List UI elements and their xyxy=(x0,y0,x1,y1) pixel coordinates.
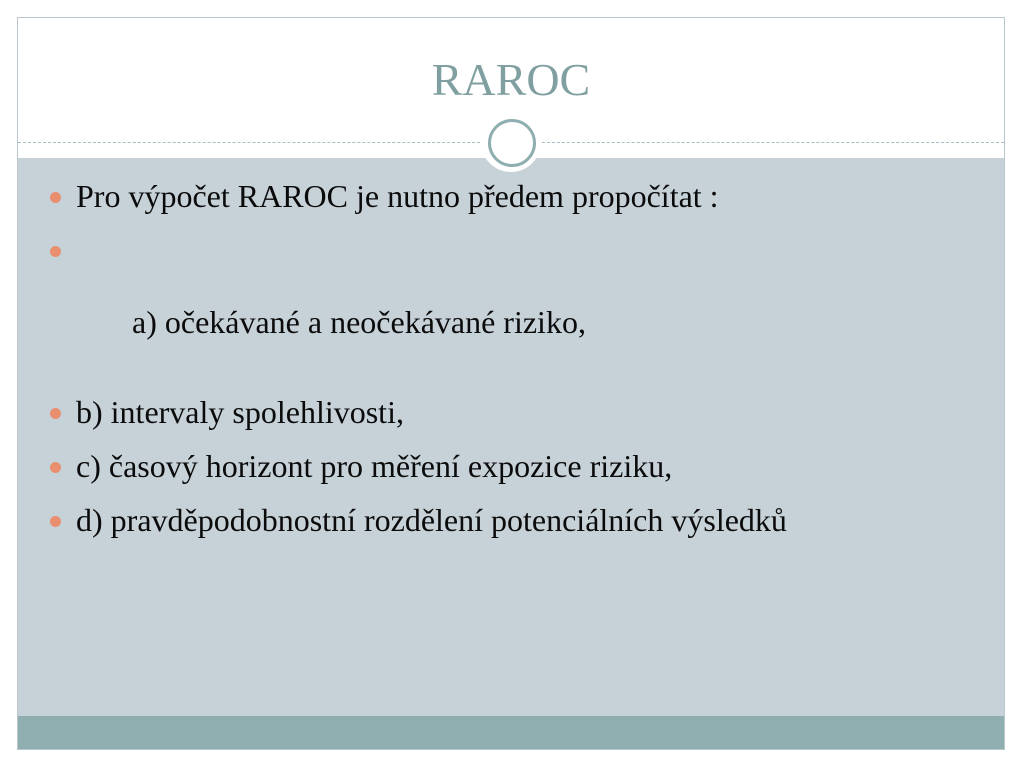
list-item xyxy=(46,502,946,538)
list-item xyxy=(46,178,946,214)
slide xyxy=(17,17,1005,750)
ornament-ring xyxy=(488,119,536,167)
bullet-list xyxy=(46,178,946,556)
list-item xyxy=(46,394,946,430)
bullet-dot-icon xyxy=(50,516,61,527)
bullet-dot-icon xyxy=(50,246,61,257)
bullet-text: d) pravděpodobnostní rozdělení potenciálních výsledků xyxy=(76,502,787,538)
bullet-text: a) očekávané a neočekávané riziko, xyxy=(124,304,586,340)
footer-band xyxy=(18,716,1004,750)
bullet-dot-icon xyxy=(50,408,61,419)
bullet-text: b) intervaly spolehlivosti, xyxy=(76,394,404,430)
slide-title: RAROC xyxy=(431,54,591,105)
bullet-dot-icon xyxy=(50,462,61,473)
bullet-dot-icon xyxy=(50,192,61,203)
bullet-text: Pro výpočet RAROC je nutno předem propočítat : xyxy=(76,178,719,214)
bullet-text: c) časový horizont pro měření expozice riziku, xyxy=(76,448,673,484)
list-item xyxy=(46,448,946,484)
list-item xyxy=(46,232,946,376)
